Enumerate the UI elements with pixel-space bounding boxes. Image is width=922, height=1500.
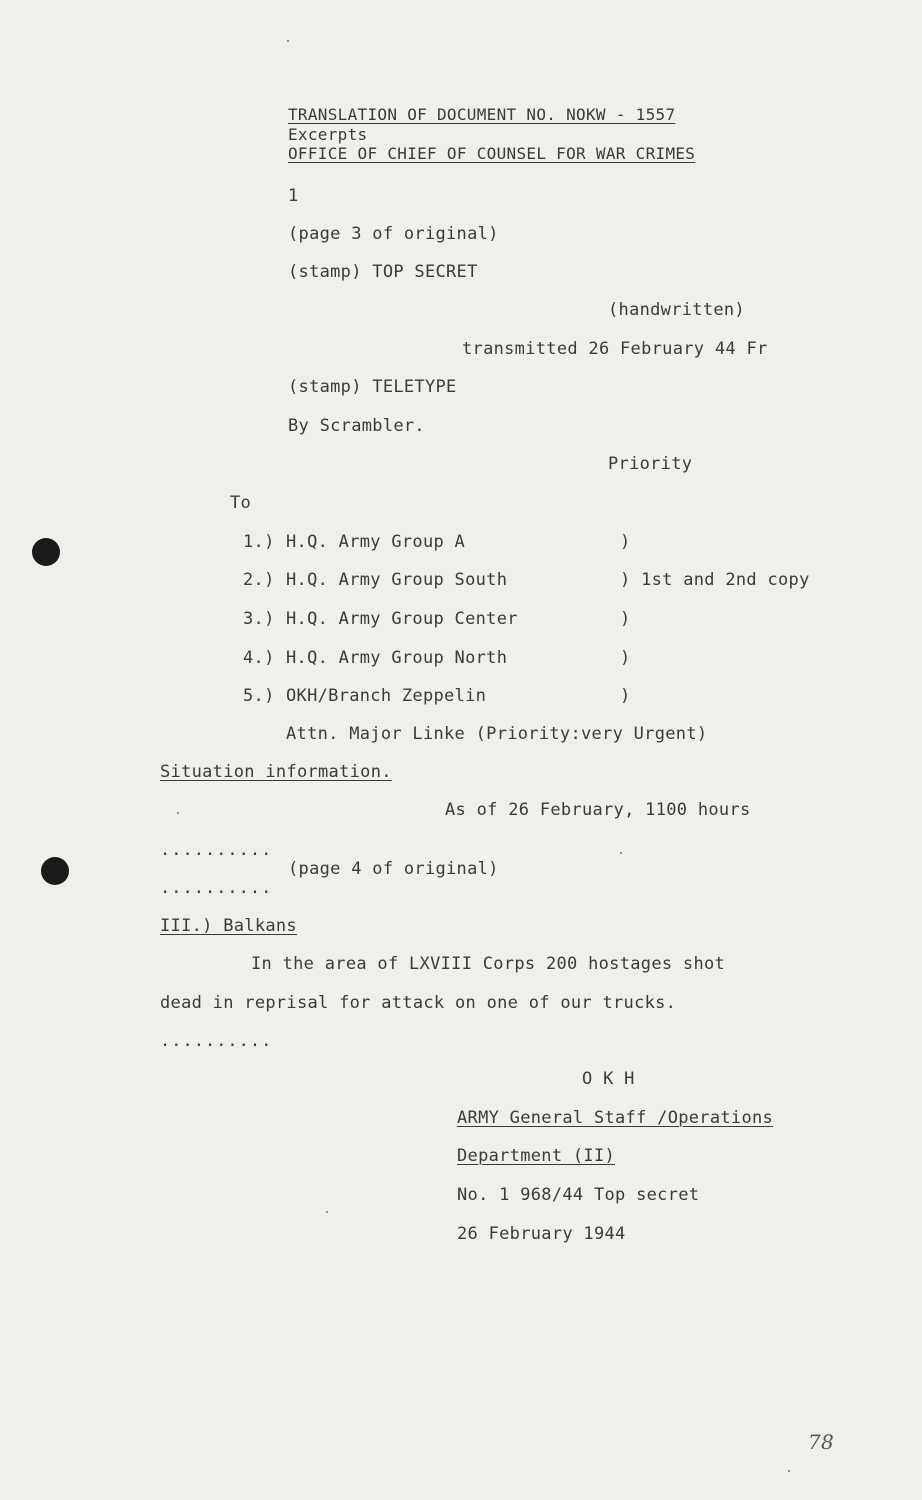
bracket-mark: ): [620, 609, 631, 629]
recipient-number: 3.): [243, 609, 275, 629]
recipient-name: H.Q. Army Group North: [286, 648, 508, 668]
paper-speck: [287, 40, 289, 42]
document-date: 26 February 1944: [457, 1224, 626, 1244]
stamp-top-secret: (stamp) TOP SECRET: [288, 262, 478, 282]
doc-title: TRANSLATION OF DOCUMENT NO. NOKW - 1557: [288, 105, 676, 124]
paper-speck: [788, 1470, 790, 1472]
paper-speck: [620, 852, 622, 854]
attention-line: Attn. Major Linke (Priority:very Urgent): [286, 724, 708, 744]
signature-okh: O K H: [582, 1069, 635, 1089]
section-heading: III.) Balkans: [160, 916, 297, 936]
as-of-line: As of 26 February, 1100 hours: [445, 800, 751, 820]
paper-speck: [177, 812, 179, 814]
recipient-name: OKH/Branch Zeppelin: [286, 686, 487, 706]
body-text: In the area of LXVIII Corps 200 hostages shot: [251, 954, 726, 974]
office-line: OFFICE OF CHIEF OF COUNSEL FOR WAR CRIMES: [288, 144, 696, 163]
bracket-mark: ): [620, 686, 631, 706]
recipient-number: 1.): [243, 532, 275, 552]
body-text: dead in reprisal for attack on one of our trucks.: [160, 993, 677, 1013]
recipient-name: H.Q. Army Group A: [286, 532, 466, 552]
doc-subtitle: Excerpts: [288, 125, 368, 144]
signature-department: ARMY General Staff /Operations: [457, 1108, 774, 1128]
recipient-number: 4.): [243, 648, 275, 668]
reference-number: No. 1 968/44 Top secret: [457, 1185, 700, 1205]
bracket-mark: ): [620, 648, 631, 668]
copy-note: ) 1st and 2nd copy: [620, 570, 810, 590]
recipient-number: 5.): [243, 686, 275, 706]
recipient-number: 2.): [243, 570, 275, 590]
ellipsis-row: ..........: [160, 1031, 273, 1051]
punch-hole: [32, 538, 60, 566]
bracket-mark: ): [620, 532, 631, 552]
ellipsis-row: ..........: [160, 840, 273, 860]
paper-speck: [326, 1211, 328, 1213]
handwritten-note: (handwritten): [608, 300, 745, 320]
punch-hole: [41, 857, 69, 885]
recipient-name: H.Q. Army Group Center: [286, 609, 518, 629]
ellipsis-row: ..........: [160, 878, 273, 898]
page-reference: (page 3 of original): [288, 224, 499, 244]
to-label: To: [230, 493, 252, 513]
scrambler-line: By Scrambler.: [288, 416, 425, 436]
recipient-name: H.Q. Army Group South: [286, 570, 508, 590]
handwritten-page-mark: 78: [808, 1430, 835, 1454]
page-reference: (page 4 of original): [288, 859, 499, 879]
page-number: 1: [288, 186, 299, 206]
transmitted-line: transmitted 26 February 44 Fr: [462, 339, 768, 359]
signature-department: Department (II): [457, 1146, 616, 1166]
stamp-teletype: (stamp) TELETYPE: [288, 377, 457, 397]
priority-label: Priority: [608, 454, 693, 474]
situation-heading: Situation information.: [160, 762, 392, 782]
